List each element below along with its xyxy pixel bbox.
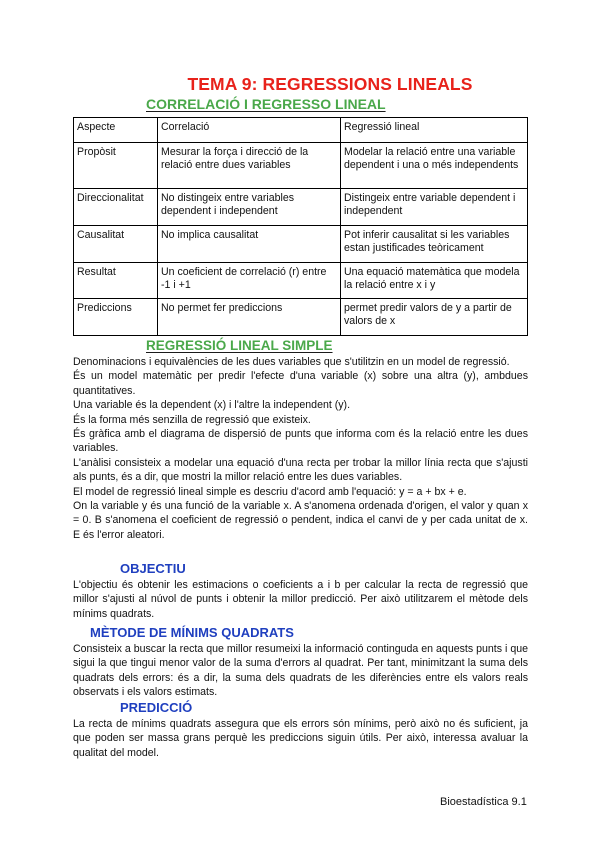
table-cell: Mesurar la força i direcció de la relació entre dues variables bbox=[158, 143, 341, 189]
table-row bbox=[74, 226, 528, 263]
section-heading-prediccio: PREDICCIÓ bbox=[120, 700, 193, 715]
paragraph: Consisteix a buscar la recta que millor resumeixi la informació continguda en aquests punts i que sigui la que tingui menor valor de la suma d'errors al quadrat. Per tant, minimitzant la suma dels quadrats dels errors: és a dir, la suma dels quadrats de les diferències entre els valors reals observats i els valors estimats. bbox=[73, 643, 528, 699]
paragraph: On la variable y és una funció de la variable x. A s'anomena ordenada d'origen, el valor y quan x = 0. B s'anomena el coeficient de regressió o pendent, indica el canvi de y per cada unitat de x. E és l'error aleatori. bbox=[73, 500, 528, 541]
table-cell: Prediccions bbox=[74, 299, 158, 336]
section-heading-regressio-simple: REGRESSIÓ LINEAL SIMPLE bbox=[146, 338, 333, 353]
table-cell: Distingeix entre variable dependent i independent bbox=[341, 189, 528, 226]
table-cell: Un coeficient de correlació (r) entre -1 i +1 bbox=[158, 263, 341, 299]
table-cell: Propòsit bbox=[74, 143, 158, 189]
section-heading-correlacio: CORRELACIÓ I REGRESSO LINEAL bbox=[146, 96, 386, 112]
table-cell: No permet fer prediccions bbox=[158, 299, 341, 336]
section-body-regressio-simple bbox=[73, 355, 528, 542]
paragraph: El model de regressió lineal simple es descriu d'acord amb l'equació: y = a + bx + e. bbox=[73, 485, 467, 498]
table-row bbox=[74, 263, 528, 299]
table-cell: Causalitat bbox=[74, 226, 158, 263]
section-heading-objectiu: OBJECTIU bbox=[120, 561, 186, 576]
table-header-cell: Regressió lineal bbox=[341, 118, 528, 143]
section-heading-minims-quadrats: MÈTODE DE MÍNIMS QUADRATS bbox=[90, 625, 294, 640]
table-row bbox=[74, 143, 528, 189]
section-body-objectiu bbox=[73, 578, 528, 621]
table-cell: Modelar la relació entre una variable dependent i una o més independents bbox=[341, 143, 528, 189]
paragraph: Denominacions i equivalències de les dues variables que s'utilitzin en un model de regressió. bbox=[73, 356, 510, 368]
table-cell: Pot inferir causalitat si les variables estan justificades teòricament bbox=[341, 226, 528, 263]
paragraph: Una variable és la dependent (x) i l'altre la independent (y). bbox=[73, 399, 351, 412]
table-cell: permet predir valors de y a partir de valors de x bbox=[341, 299, 528, 336]
paragraph: És gràfica amb el diagrama de dispersió de punts que informa com és la relació entre les dues variables. bbox=[73, 428, 528, 455]
paragraph: És un model matemàtic per predir l'efecte d'una variable (x) sobre una altra (y), ambdues quantitatives. bbox=[73, 370, 528, 397]
table-cell: Resultat bbox=[74, 263, 158, 299]
page-footer: Bioestadística 9.1 bbox=[440, 796, 527, 808]
paragraph: L'anàlisi consisteix a modelar una equació d'una recta per trobar la millor línia recta que s'ajusti als punts, és a dir, que mostri la millor relació entre les dues variables. bbox=[73, 456, 528, 484]
table-row bbox=[74, 189, 528, 226]
paragraph: L'objectiu és obtenir les estimacions o coeficients a i b per calcular la recta de regressió que millor s'ajusti al núvol de punts i obtenir la millor predicció. Per això utilitzarem el mètode dels mínims quadrats. bbox=[73, 579, 528, 620]
table-cell: No implica causalitat bbox=[158, 226, 341, 263]
table-header-row bbox=[74, 118, 528, 143]
table-cell: Direccionalitat bbox=[74, 189, 158, 226]
table-row bbox=[74, 299, 528, 336]
table-header-cell: Correlació bbox=[158, 118, 341, 143]
table-cell: Una equació matemàtica que modela la relació entre x i y bbox=[341, 263, 528, 299]
page-title: TEMA 9: REGRESSIONS LINEALS bbox=[187, 74, 473, 94]
table-cell: No distingeix entre variables dependent i independent bbox=[158, 189, 341, 226]
table-header-cell: Aspecte bbox=[74, 118, 158, 143]
comparison-table bbox=[73, 117, 528, 336]
paragraph: La recta de mínims quadrats assegura que els errors són mínims, però això no és suficient, ja que poden ser massa grans perquè les prediccions siguin útils. Per això, interessa avaluar la qualitat del model. bbox=[73, 718, 528, 759]
section-body-minims-quadrats bbox=[73, 642, 528, 700]
paragraph: És la forma més senzilla de regressió que existeix. bbox=[73, 413, 311, 426]
section-body-prediccio bbox=[73, 717, 528, 760]
